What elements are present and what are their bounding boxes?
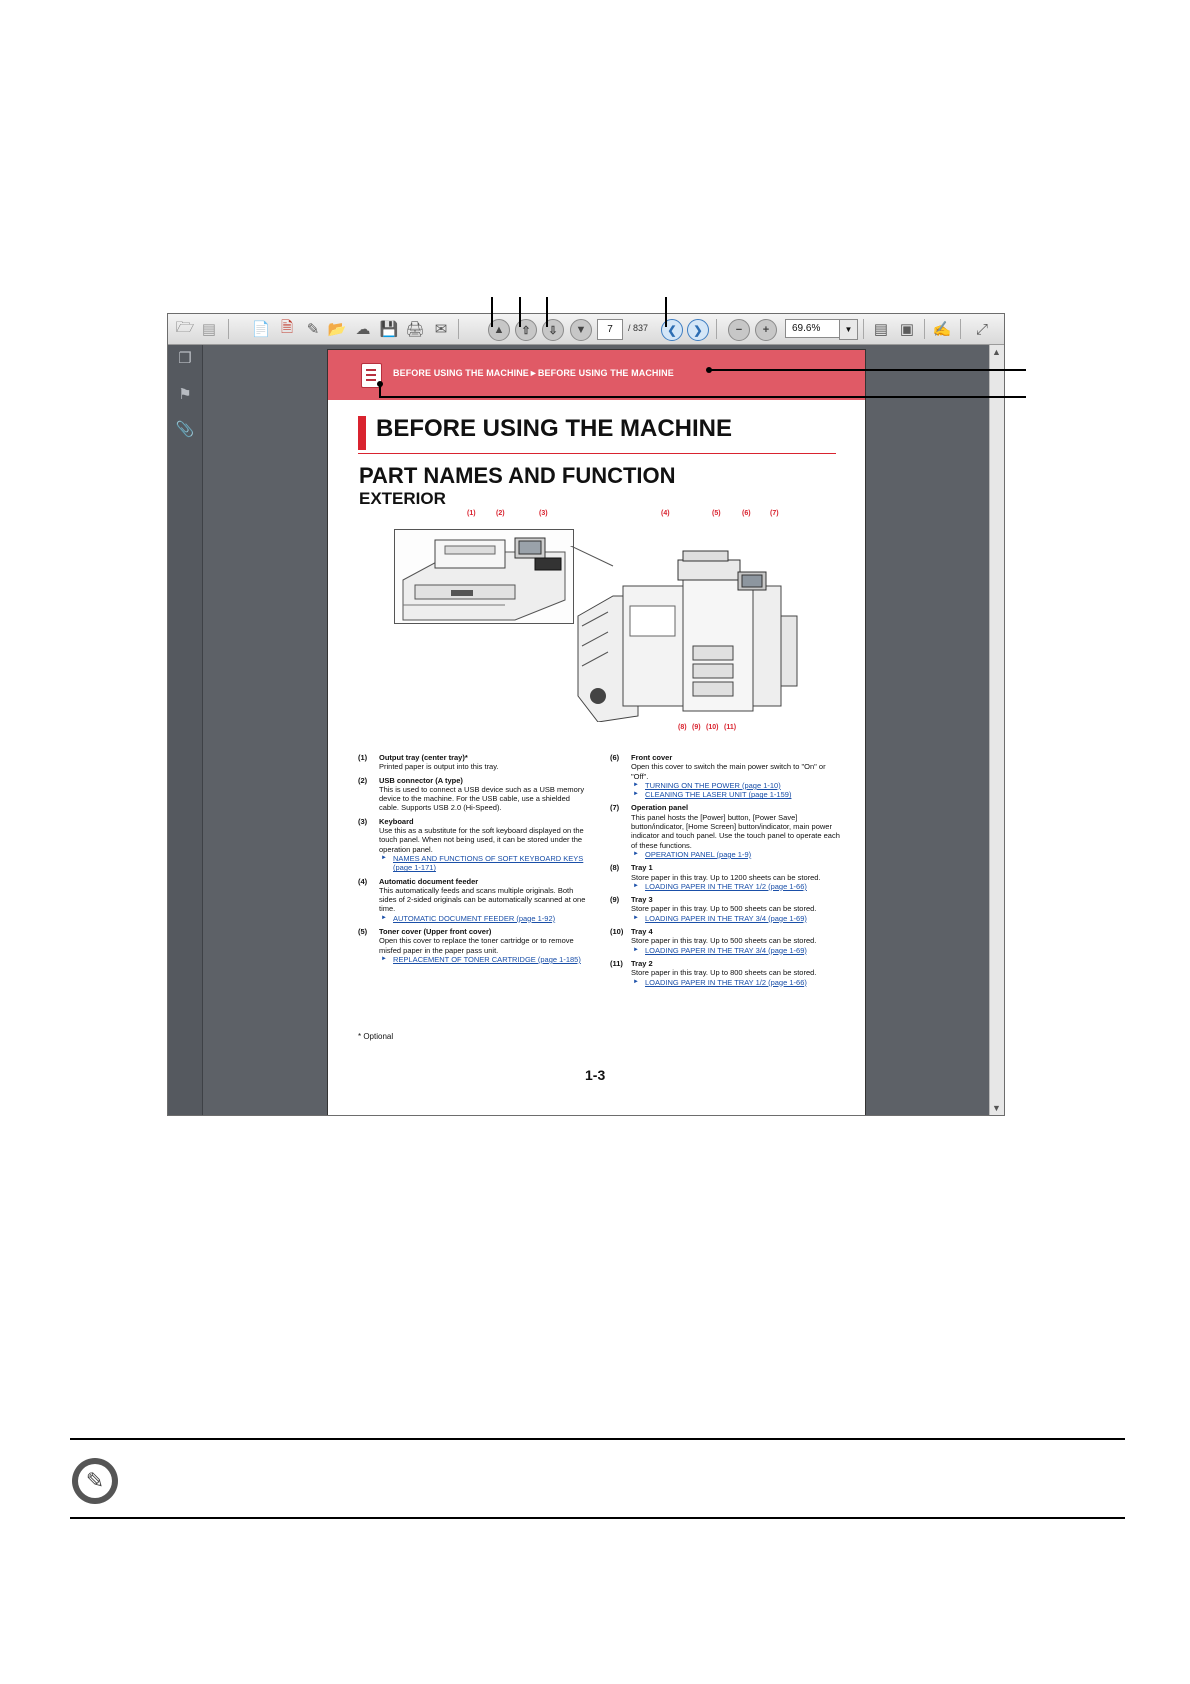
item-title: Front cover: [631, 753, 673, 762]
annotation-line-previous-view: [665, 297, 667, 327]
full-screen-icon[interactable]: ⤢: [975, 320, 988, 338]
callout-label: (3): [539, 510, 548, 517]
cross-reference-link[interactable]: ► OPERATION PANEL (page 1-9): [631, 850, 840, 859]
edit-icon[interactable]: ✎: [306, 321, 320, 338]
pages-panel-icon[interactable]: ❐: [178, 350, 192, 367]
item-number: (8): [610, 863, 620, 873]
item-text: Store paper in this tray. Up to 1200 sheets can be stored.: [631, 872, 821, 882]
scroll-down-icon[interactable]: ▼: [992, 1103, 1001, 1113]
item-title: USB connector (A type): [379, 775, 463, 785]
breadcrumb-banner: [328, 350, 865, 400]
annotation-dot: [377, 381, 383, 387]
title-underline: [358, 453, 836, 454]
items-left-column: [358, 753, 588, 968]
item-number: (4): [358, 876, 368, 886]
usb-area-illustration: [394, 529, 574, 624]
attachments-paperclip-icon[interactable]: 📎: [175, 421, 195, 438]
item-number: (6): [610, 753, 620, 762]
item-text: Store paper in this tray. Up to 500 sheets can be stored.: [631, 936, 817, 946]
zoom-in-icon[interactable]: +: [755, 319, 777, 341]
callout-label: (1): [467, 510, 476, 517]
part-description-item: [610, 863, 840, 891]
item-text: This automatically feeds and scans multiple originals. Both sides of 2-sided originals can be automatically scanned at one time.: [379, 885, 586, 914]
page-total: / 837: [628, 323, 649, 333]
item-number: (9): [610, 895, 620, 905]
cross-reference-link[interactable]: ► REPLACEMENT OF TONER CARTRIDGE (page 1-185): [379, 955, 588, 964]
next-page-icon[interactable]: ⇩: [542, 319, 564, 341]
item-text: Open this cover to replace the toner cartridge or to remove misfed paper in the paper pass unit.: [379, 936, 574, 955]
part-description-item: [358, 753, 588, 772]
part-description-item: [610, 753, 840, 799]
fit-width-icon[interactable]: ▣: [899, 321, 915, 338]
part-description-item: [610, 959, 840, 987]
item-number: (11): [610, 958, 623, 968]
item-number: (7): [610, 803, 620, 813]
bookmarks-panel-icon[interactable]: ⚑: [178, 386, 192, 403]
note-bottom-rule: [70, 1517, 1125, 1519]
footnote: * Optional: [358, 1032, 394, 1041]
toolbar: [168, 314, 1004, 345]
item-text: Open this cover to switch the main power switch to "On" or "Off".: [631, 762, 826, 781]
item-text: This is used to connect a USB device such as a USB memory device to the machine. For the USB cable, use a shielded cable. Supports USB 2.0 (Hi-Speed).: [379, 784, 585, 813]
next-view-icon[interactable]: ❯: [687, 319, 709, 341]
page-number-label: 1-3: [585, 1067, 606, 1083]
item-number: (5): [358, 927, 368, 937]
export-pdf-icon[interactable]: 🗎: [280, 318, 294, 336]
vertical-scrollbar[interactable]: [989, 345, 1004, 1115]
callout-label: (10): [706, 724, 719, 731]
annotation-line-previous-page: [519, 297, 521, 327]
cross-reference-link[interactable]: ► LOADING PAPER IN THE TRAY 3/4 (page 1-69): [631, 946, 840, 955]
toolbar-separator: [960, 319, 961, 339]
part-description-item: [358, 817, 588, 873]
page-number-input[interactable]: 7: [597, 319, 623, 340]
item-number: (1): [358, 753, 368, 762]
callout-label: (6): [742, 510, 751, 517]
upload-cloud-icon[interactable]: ☁: [355, 321, 371, 338]
part-description-item: [358, 776, 588, 813]
item-text: Store paper in this tray. Up to 500 sheets can be stored.: [631, 904, 817, 914]
zoom-out-icon[interactable]: −: [728, 319, 750, 341]
machine-exterior-illustration: [568, 546, 798, 722]
recent-files-icon[interactable]: ▤: [201, 321, 217, 338]
first-page-icon[interactable]: ▲: [488, 319, 510, 341]
toolbar-separator: [863, 319, 864, 339]
cross-reference-link[interactable]: ► AUTOMATIC DOCUMENT FEEDER (page 1-92): [379, 914, 588, 923]
zoom-dropdown-chevron-down-icon[interactable]: ▼: [839, 319, 858, 340]
item-title: Toner cover (Upper front cover): [379, 927, 492, 937]
callout-label: (7): [770, 510, 779, 517]
callout-label: (4): [661, 510, 670, 517]
callout-label: (9): [692, 724, 701, 731]
item-title: Tray 4: [631, 927, 653, 937]
part-description-item: [610, 895, 840, 923]
item-text: Store paper in this tray. Up to 800 sheets can be stored.: [631, 968, 817, 978]
print-icon[interactable]: 🖨: [405, 321, 425, 338]
item-title: Automatic document feeder: [379, 876, 479, 886]
cross-reference-link[interactable]: ► NAMES AND FUNCTIONS OF SOFT KEYBOARD KEYS (page 1-171): [379, 854, 588, 873]
zoom-level-input[interactable]: 69.6%: [785, 319, 841, 338]
item-number: (3): [358, 816, 368, 826]
cross-reference-link[interactable]: ► LOADING PAPER IN THE TRAY 3/4 (page 1-69): [631, 914, 840, 923]
email-icon[interactable]: ✉: [434, 321, 448, 338]
scroll-up-icon[interactable]: ▲: [992, 347, 1001, 357]
previous-page-icon[interactable]: ⇧: [515, 319, 537, 341]
breadcrumb[interactable]: BEFORE USING THE MACHINE►BEFORE USING THE MACHINE: [393, 368, 674, 378]
toolbar-separator: [924, 319, 925, 339]
save-icon[interactable]: 💾: [379, 321, 399, 338]
note-top-rule: [70, 1438, 1125, 1440]
last-page-icon[interactable]: ▼: [570, 319, 592, 341]
item-title: Operation panel: [631, 803, 689, 813]
item-title: Output tray (center tray)*: [379, 753, 468, 762]
part-description-item: [358, 927, 588, 964]
item-title: Tray 3: [631, 895, 653, 905]
items-right-column: [610, 753, 840, 991]
toolbar-separator: [228, 319, 229, 339]
item-title: Tray 1: [631, 863, 653, 873]
annotation-line-manual-icon: [380, 396, 1026, 398]
cross-reference-link[interactable]: ► LOADING PAPER IN THE TRAY 1/2 (page 1-66): [631, 882, 840, 891]
subsection-heading: EXTERIOR: [359, 489, 446, 508]
part-description-item: [610, 927, 840, 955]
item-number: (2): [358, 775, 368, 785]
create-pdf-icon[interactable]: 📄: [251, 321, 271, 338]
item-text: Printed paper is output into this tray.: [379, 762, 499, 772]
annotation-dot: [706, 367, 712, 373]
callout-label: (5): [712, 510, 721, 517]
page-title: BEFORE USING THE MACHINE: [376, 415, 733, 442]
part-description-item: [358, 877, 588, 923]
document-page: [327, 349, 866, 1116]
cross-reference-link[interactable]: ► LOADING PAPER IN THE TRAY 1/2 (page 1-66): [631, 978, 840, 987]
annotation-line-next-page: [546, 297, 548, 327]
section-heading: PART NAMES AND FUNCTION: [359, 463, 676, 488]
title-accent-bar: [358, 416, 366, 450]
note-pencil-icon: ✎: [72, 1458, 118, 1504]
fit-page-icon[interactable]: ▤: [873, 321, 889, 338]
annotation-line-breadcrumb: [710, 369, 1026, 371]
item-number: (10): [610, 927, 624, 937]
annotation-line-first-page: [491, 297, 493, 327]
callout-label: (2): [496, 510, 505, 517]
item-text: This panel hosts the [Power] button, [Power Save] button/indicator, [Home Screen] button/indicator, main power indicator and touch panel. Use the touch panel to operate each of these functions.: [631, 812, 840, 850]
open-folder-icon[interactable]: 🗁: [175, 318, 195, 336]
pdf-viewer-window: [167, 313, 1005, 1116]
callout-label: (11): [724, 724, 737, 731]
cross-reference-link[interactable]: ► CLEANING THE LASER UNIT (page 1-159): [631, 790, 840, 799]
item-title: Tray 2: [631, 958, 653, 968]
part-description-item: [610, 803, 840, 859]
cross-reference-link[interactable]: ► TURNING ON THE POWER (page 1-10): [631, 781, 840, 790]
toolbar-separator: [458, 319, 459, 339]
callout-label: (8): [678, 724, 687, 731]
item-title: Keyboard: [379, 816, 414, 826]
previous-view-icon[interactable]: ❮: [661, 319, 683, 341]
sign-icon[interactable]: ✍: [932, 321, 952, 338]
share-folder-icon[interactable]: 📂: [327, 321, 347, 338]
navigation-sidebar: [168, 345, 203, 1115]
item-text: Use this as a substitute for the soft keyboard displayed on the touch panel. When not being used, it can be stored under the operation panel.: [379, 826, 584, 854]
toolbar-separator: [716, 319, 717, 339]
